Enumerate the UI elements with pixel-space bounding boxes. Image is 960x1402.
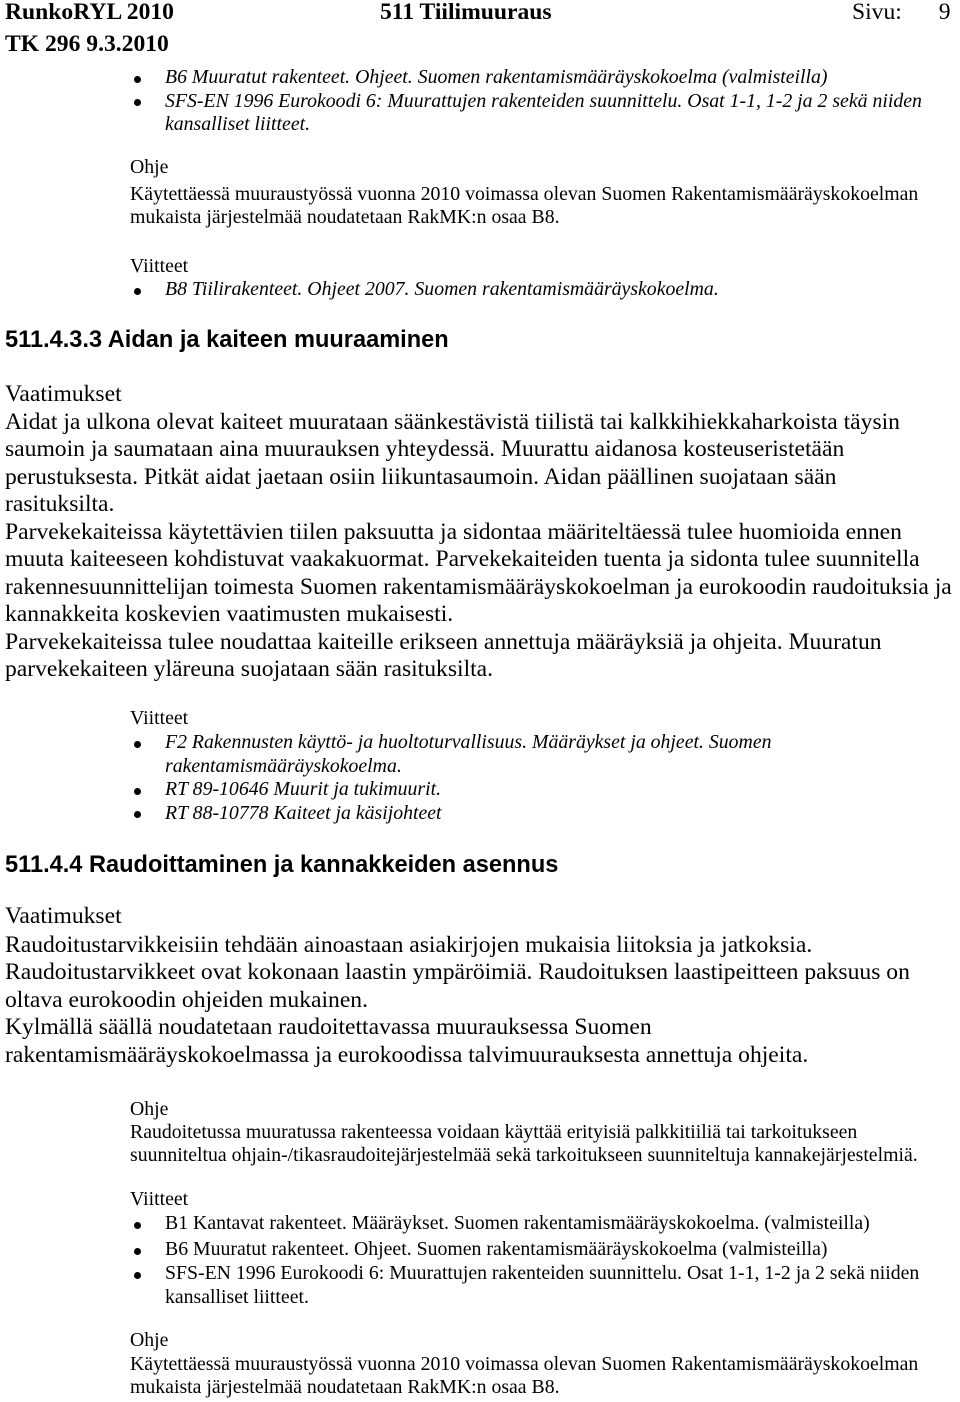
reference-line: rakentamismääräyskokoelma. <box>165 754 402 777</box>
reference-line: RT 89-10646 Muurit ja tukimuurit. <box>165 778 442 800</box>
guidance-line: Raudoitetussa muuratussa rakenteessa voidaan käyttää erityisiä palkkitiiliä tai tarkoitukseen <box>130 1121 858 1143</box>
reference-item <box>165 731 772 778</box>
bullet-marker <box>134 1248 141 1255</box>
bullet-marker <box>134 76 141 83</box>
text-line: perustuksesta. Pitkät aidat jaetaan osiin liikuntasaumoin. Aidan päällinen suojataan sään <box>5 463 837 490</box>
guidance-label: Ohje <box>130 156 169 178</box>
reference-line: B6 Muuratut rakenteet. Ohjeet. Suomen rakentamismääräyskokoelma (valmisteilla) <box>165 1238 828 1260</box>
guidance-line: mukaista järjestelmää noudatetaan RakMK:n osaa B8. <box>130 1376 560 1398</box>
reference-item <box>165 802 442 826</box>
reference-line: B8 Tiilirakenteet. Ohjeet 2007. Suomen rakentamismääräyskokoelma. <box>165 278 719 300</box>
bullet-marker <box>134 788 141 795</box>
bullet-marker <box>134 811 141 818</box>
text-line: Aidat ja ulkona olevat kaiteet muurataan säänkestävistä tiilistä tai kalkkihiekkaharkoista täysin <box>5 409 900 435</box>
guidance-text <box>130 183 918 229</box>
text-line: Raudoitustarvikkeet ovat kokonaan laastin ympäröimiä. Raudoituksen laastipeitteen paksuus on <box>5 959 910 986</box>
guidance-label: Ohje <box>130 1329 169 1351</box>
references-label: Viitteet <box>130 707 189 729</box>
guidance-line: Käytettäessä muuraustyössä vuonna 2010 voimassa olevan Suomen Rakentamismääräyskokoelman <box>130 1353 919 1375</box>
text-line: Parvekekaiteissa käytettävien tiilen paksuutta ja sidontaa määriteltäessä tulee huomioida ennen <box>5 518 902 545</box>
reference-item <box>165 278 719 302</box>
text-line: Raudoitustarvikkeisiin tehdään ainoastaan asiakirjojen mukaisia liitoksia ja jatkoksia. <box>5 932 813 958</box>
text-line: Kylmällä säällä noudatetaan raudoitettavassa muurauksessa Suomen <box>5 1014 652 1041</box>
bullet-marker <box>134 1272 141 1279</box>
guidance-text <box>130 1121 918 1167</box>
reference-line: B6 Muuratut rakenteet. Ohjeet. Suomen rakentamismääräyskokoelma (valmisteilla) <box>165 66 828 88</box>
reference-item <box>165 1212 870 1236</box>
reference-item <box>165 778 441 802</box>
requirements-text <box>5 932 910 1069</box>
section-heading: 511.4.3.3 Aidan ja kaiteen muuraaminen <box>5 327 449 353</box>
reference-line: kansalliset liitteet. <box>165 1285 309 1308</box>
guidance-text <box>130 1353 918 1399</box>
reference-item <box>165 90 922 137</box>
requirements-text <box>5 409 952 684</box>
text-line: oltava eurokoodin ohjeiden mukainen. <box>5 986 368 1013</box>
guidance-label: Ohje <box>130 1098 169 1120</box>
text-line: kannakkeita koskevien vaatimusten mukaisesti. <box>5 601 454 628</box>
bullet-marker <box>134 1222 141 1229</box>
reference-line: SFS-EN 1996 Eurokoodi 6: Muurattujen rakenteiden suunnittelu. Osat 1-1, 1-2 ja 2 sekä niiden <box>165 89 922 112</box>
bullet-marker <box>134 288 141 295</box>
reference-line: B1 Kantavat rakenteet. Määräykset. Suomen rakentamismääräyskokoelma. (valmisteilla) <box>165 1212 870 1234</box>
text-line: rakennesuunnittelijan toimesta Suomen rakentamismääräyskokoelman ja eurokoodin raudoituksia ja <box>5 573 952 600</box>
bullet-marker <box>134 741 141 748</box>
text-line: Parvekekaiteissa tulee noudattaa kaiteille erikseen annettuja määräyksiä ja ohjeita. Muuratun <box>5 628 882 655</box>
guidance-line: mukaista järjestelmää noudatetaan RakMK:n osaa B8. <box>130 206 560 228</box>
header-chapter-title: 511 Tiilimuuraus <box>380 0 552 25</box>
text-line: rasituksilta. <box>5 491 115 518</box>
reference-line: SFS-EN 1996 Eurokoodi 6: Muurattujen rakenteiden suunnittelu. Osat 1-1, 1-2 ja 2 sekä niiden <box>165 1262 920 1284</box>
reference-item <box>165 1262 919 1309</box>
bullet-marker <box>134 99 141 106</box>
header-page-number: Sivu: 9 <box>852 0 951 25</box>
references-label: Viitteet <box>130 1188 189 1210</box>
reference-line: RT 88-10778 Kaiteet ja käsijohteet <box>165 801 442 824</box>
reference-item <box>165 66 828 90</box>
references-label: Viitteet <box>130 255 189 277</box>
reference-line: F2 Rakennusten käyttö- ja huoltoturvallisuus. Määräykset ja ohjeet. Suomen <box>165 731 772 753</box>
reference-item <box>165 1238 827 1262</box>
text-line: parvekekaiteen yläreuna suojataan sään rasituksilta. <box>5 656 494 683</box>
requirements-label: Vaatimukset <box>5 903 122 929</box>
section-heading: 511.4.4 Raudoittaminen ja kannakkeiden asennus <box>5 852 559 878</box>
text-line: muuta kaiteeseen kohdistuvat vaakakuormat. Parvekekaiteiden tuenta ja sidonta tulee suunnitella <box>5 546 920 573</box>
text-line: rakentamismääräyskokoelmassa ja eurokoodissa talvimuurauksesta annettuja ohjeita. <box>5 1041 809 1068</box>
guidance-line: Käytettäessä muuraustyössä vuonna 2010 voimassa olevan Suomen Rakentamismääräyskokoelman <box>130 183 919 205</box>
text-line: saumoin ja saumataan aina muurauksen yhteydessä. Muurattu aidanosa kosteuseristetään <box>5 436 845 463</box>
header-document-id: TK 296 9.3.2010 <box>5 31 169 57</box>
requirements-label: Vaatimukset <box>5 381 122 407</box>
header-document-name: RunkoRYL 2010 <box>5 0 174 25</box>
reference-line: kansalliset liitteet. <box>165 113 311 135</box>
guidance-line: suunniteltua ohjain-/tikasraudoitejärjestelmää sekä tarkoitukseen suunniteltuja kannakejärjestelmiä. <box>130 1144 918 1166</box>
